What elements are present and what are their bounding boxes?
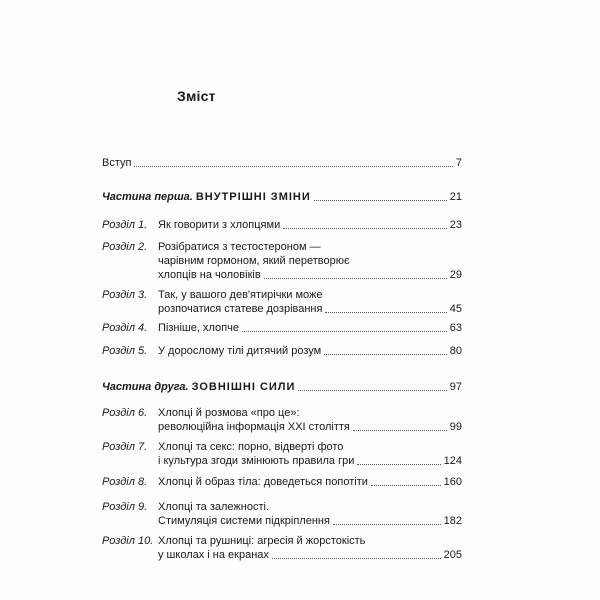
chapter-title-line: у школах і на екранах <box>158 549 269 561</box>
chapter-page-number: 23 <box>449 219 462 231</box>
intro-page-number: 7 <box>455 157 462 169</box>
dot-leader <box>371 484 441 486</box>
part-page-number: 97 <box>449 381 462 393</box>
chapter-title-line: Хлопці й розмова «про це»: <box>158 407 300 419</box>
dot-leader <box>264 277 447 279</box>
dot-leader <box>324 353 447 355</box>
chapter-title: Як говорити з хлопцями <box>158 219 281 231</box>
chapter-title-line: Стимуляція системи підкріплення <box>158 515 330 527</box>
part-label: Частина друга. <box>102 381 189 393</box>
chapter-title-line: Хлопці та рушниці: агресія й жорстокість <box>158 535 366 547</box>
dot-leader <box>325 311 446 313</box>
part-title: ВНУТРІШНІ ЗМІНИ <box>195 191 311 203</box>
chapter-label: Розділ 7. <box>102 441 148 453</box>
chapter-title-line: революційна інформація XXI століття <box>158 421 350 433</box>
chapter-label: Розділ 4. <box>102 322 148 334</box>
chapter-label: Розділ 8. <box>102 476 148 488</box>
chapter-page-number: 29 <box>449 269 462 281</box>
chapter-title: У дорослому тілі дитячий розум <box>158 345 322 357</box>
dot-leader <box>298 389 446 391</box>
dot-leader <box>333 523 441 525</box>
chapter-page-number: 182 <box>443 515 462 527</box>
chapter-label: Розділ 2. <box>102 241 148 253</box>
chapter-page-number: 63 <box>449 322 462 334</box>
chapter-label: Розділ 9. <box>102 501 148 513</box>
toc-part-2 <box>102 380 462 394</box>
dot-leader <box>314 199 447 201</box>
chapter-page-number: 45 <box>449 303 462 315</box>
chapter-page-number: 160 <box>443 476 462 488</box>
chapter-label: Розділ 6. <box>102 407 148 419</box>
chapter-title-line: Розібратися з тестостероном — <box>158 241 321 253</box>
dot-leader <box>134 165 452 167</box>
dot-leader <box>272 557 441 559</box>
chapter-title-line: Хлопці та секс: порно, відверті фото <box>158 441 344 453</box>
toc-title: Зміст <box>177 88 216 104</box>
chapter-page-number: 205 <box>443 549 462 561</box>
dot-leader <box>283 227 447 229</box>
chapter-label: Розділ 10. <box>102 535 154 547</box>
chapter-page-number: 124 <box>443 455 462 467</box>
toc-part-1 <box>102 190 462 204</box>
dot-leader <box>353 429 447 431</box>
chapter-title: Хлопці й образ тіла: доведеться попотіти <box>158 476 368 488</box>
dot-leader <box>242 330 447 332</box>
chapter-title-line: розпочатися статеве дозрівання <box>158 303 323 315</box>
intro-label: Вступ <box>102 157 132 169</box>
part-title: ЗОВНІШНІ СИЛИ <box>191 381 296 393</box>
chapter-title-line: хлопців на чоловіків <box>158 269 261 281</box>
chapter-label: Розділ 1. <box>102 219 148 231</box>
chapter-title: Пізніше, хлопче <box>158 322 239 334</box>
chapter-title-line: Хлопці та залежності. <box>158 501 270 513</box>
chapter-title-line: чарівним гормоном, який перетворює <box>158 255 350 267</box>
chapter-page-number: 80 <box>449 345 462 357</box>
dot-leader <box>357 463 440 465</box>
part-page-number: 21 <box>449 191 462 203</box>
toc-intro-entry <box>102 156 462 170</box>
chapter-label: Розділ 5. <box>102 345 148 357</box>
chapter-page-number: 99 <box>449 421 462 433</box>
chapter-label: Розділ 3. <box>102 289 148 301</box>
part-label: Частина перша. <box>102 191 193 203</box>
chapter-title-line: і культура згоди змінюють правила гри <box>158 455 355 467</box>
chapter-title-line: Так, у вашого дев'ятирічки може <box>158 289 323 301</box>
